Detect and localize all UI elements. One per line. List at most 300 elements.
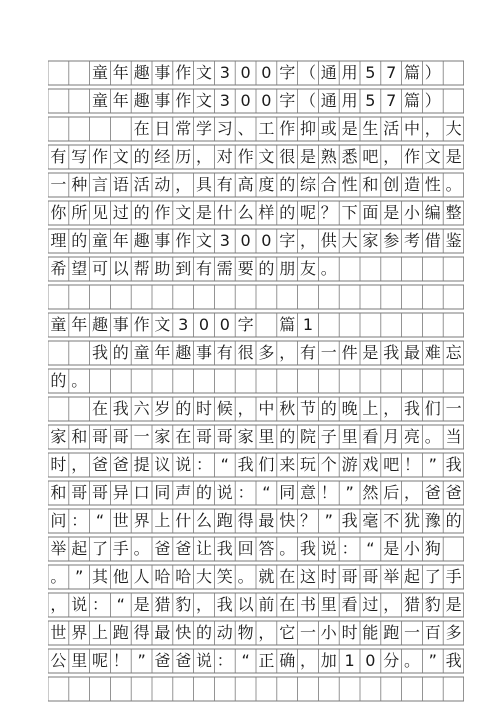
grid-character: 大 bbox=[341, 231, 358, 250]
grid-character: 得 bbox=[133, 623, 150, 642]
grid-character: ， bbox=[237, 399, 254, 418]
grid-character: ， bbox=[383, 399, 400, 418]
grid-character: 。 bbox=[237, 567, 254, 586]
grid-character: 我 bbox=[299, 539, 316, 558]
grid-character: 快 bbox=[279, 511, 296, 530]
grid-character: 用 bbox=[341, 91, 358, 110]
grid-character: 书 bbox=[299, 595, 316, 614]
grid-character: 一 bbox=[445, 399, 462, 418]
grid-character: 高 bbox=[237, 175, 254, 194]
grid-character: 通 bbox=[320, 91, 337, 110]
grid-character: 爸 bbox=[424, 483, 441, 502]
grid-character: 和 bbox=[362, 175, 379, 194]
grid-character: ， bbox=[195, 595, 212, 614]
grid-character: 。 bbox=[71, 371, 88, 390]
grid-character: 很 bbox=[237, 343, 254, 362]
grid-character: 多 bbox=[445, 623, 462, 642]
grid-character: 什 bbox=[175, 511, 192, 530]
grid-character: 们 bbox=[424, 399, 441, 418]
grid-character: 我 bbox=[216, 539, 233, 558]
grid-character: 秋 bbox=[279, 399, 296, 418]
grid-character: 7 bbox=[386, 63, 397, 82]
grid-character: 过 bbox=[112, 203, 129, 222]
grid-character: 是 bbox=[341, 119, 358, 138]
grid-character: 。 bbox=[50, 567, 67, 586]
grid-character: 中 bbox=[258, 399, 275, 418]
text-line bbox=[48, 537, 464, 561]
grid-character: 我 bbox=[237, 455, 254, 474]
grid-character: 历 bbox=[175, 147, 192, 166]
grid-character: 的 bbox=[133, 203, 150, 222]
grid-character: 一 bbox=[403, 623, 420, 642]
grid-character: 合 bbox=[320, 175, 337, 194]
grid-character: 在 bbox=[279, 567, 296, 586]
grid-character: 见 bbox=[91, 203, 108, 222]
grid-character: 呢 bbox=[91, 651, 108, 670]
grid-character: 上 bbox=[154, 511, 171, 530]
grid-character: ） bbox=[424, 63, 441, 82]
grid-character: 0 bbox=[198, 315, 210, 334]
grid-character: 参 bbox=[383, 231, 400, 250]
grid-character: 文 bbox=[424, 147, 441, 166]
grid-character: ， bbox=[299, 651, 316, 670]
grid-character: 对 bbox=[216, 147, 233, 166]
grid-character: 种 bbox=[71, 175, 88, 194]
text-line bbox=[48, 61, 464, 85]
grid-character: 六 bbox=[133, 399, 150, 418]
grid-character: 的 bbox=[71, 231, 88, 250]
grid-character: 候 bbox=[216, 399, 233, 418]
grid-character: 意 bbox=[299, 483, 316, 502]
grid-character: 作 bbox=[91, 147, 108, 166]
grid-character: 豹 bbox=[424, 595, 441, 614]
grid-character: 猎 bbox=[403, 595, 420, 614]
grid-character: 大 bbox=[445, 119, 462, 138]
grid-character: ！ bbox=[320, 483, 337, 502]
grid-character: ” bbox=[428, 455, 437, 474]
grid-character: 么 bbox=[237, 203, 254, 222]
grid-character: 0 bbox=[261, 231, 272, 250]
grid-character: “ bbox=[220, 455, 229, 474]
grid-character: ， bbox=[403, 483, 420, 502]
grid-character: 学 bbox=[195, 119, 212, 138]
grid-character: ， bbox=[383, 595, 400, 614]
grid-character: 熟 bbox=[320, 147, 337, 166]
grid-character bbox=[256, 313, 277, 337]
grid-character: 玩 bbox=[299, 455, 316, 474]
grid-character: 我 bbox=[216, 595, 233, 614]
grid-character: 经 bbox=[154, 147, 171, 166]
grid-character: 回 bbox=[237, 539, 254, 558]
grid-character: 创 bbox=[383, 175, 400, 194]
grid-character: 看 bbox=[362, 427, 379, 446]
grid-character: 篇 bbox=[403, 91, 420, 110]
grid-character: 文 bbox=[195, 91, 212, 110]
grid-character: ， bbox=[175, 175, 192, 194]
grid-character: 狗 bbox=[424, 539, 441, 558]
grid-character: 考 bbox=[403, 231, 420, 250]
grid-character: 当 bbox=[445, 427, 462, 446]
grid-character: 举 bbox=[383, 567, 400, 586]
grid-character: 童 bbox=[50, 315, 67, 334]
grid-character: 字 bbox=[279, 231, 296, 250]
grid-character: 正 bbox=[258, 651, 275, 670]
grid-character: ？ bbox=[320, 203, 337, 222]
grid-character: ” bbox=[137, 651, 146, 670]
grid-character: 动 bbox=[154, 175, 171, 194]
grid-character: 文 bbox=[154, 315, 171, 334]
grid-character: 难 bbox=[424, 343, 441, 362]
grid-character: 是 bbox=[362, 343, 379, 362]
grid-character: 哥 bbox=[216, 427, 233, 446]
text-layer bbox=[48, 55, 464, 705]
grid-character: 界 bbox=[71, 623, 88, 642]
grid-character: 公 bbox=[50, 651, 67, 670]
grid-character: ） bbox=[424, 91, 441, 110]
grid-character: 起 bbox=[71, 539, 88, 558]
grid-character: 答 bbox=[258, 539, 275, 558]
grid-character: 有 bbox=[216, 175, 233, 194]
grid-character: 0 bbox=[240, 63, 251, 82]
grid-character: 是 bbox=[133, 595, 150, 614]
grid-character: 。 bbox=[133, 539, 150, 558]
grid-character: 得 bbox=[237, 511, 254, 530]
grid-character: 以 bbox=[237, 595, 254, 614]
grid-character: ， bbox=[424, 119, 441, 138]
grid-character: 文 bbox=[195, 231, 212, 250]
text-line bbox=[48, 509, 464, 533]
grid-character: 的 bbox=[279, 175, 296, 194]
text-line bbox=[48, 201, 464, 225]
grid-character: 文 bbox=[112, 147, 129, 166]
grid-character: ： bbox=[71, 511, 88, 530]
grid-character: 、 bbox=[237, 119, 254, 138]
text-line bbox=[48, 145, 464, 169]
grid-character: 的 bbox=[112, 343, 129, 362]
text-line bbox=[48, 257, 464, 281]
grid-character: 爸 bbox=[112, 455, 129, 474]
grid-character: 哥 bbox=[71, 483, 88, 502]
text-line bbox=[48, 453, 464, 477]
grid-character: 鉴 bbox=[445, 231, 462, 250]
grid-character: 上 bbox=[91, 623, 108, 642]
grid-character: 事 bbox=[154, 231, 171, 250]
grid-character: 多 bbox=[258, 343, 275, 362]
text-line bbox=[48, 229, 464, 253]
grid-character: 供 bbox=[320, 231, 337, 250]
grid-character: 具 bbox=[195, 175, 212, 194]
grid-character: 很 bbox=[279, 147, 296, 166]
grid-character: 篇 bbox=[403, 63, 420, 82]
grid-character: 是 bbox=[195, 203, 212, 222]
grid-character: 物 bbox=[237, 623, 254, 642]
grid-character: 个 bbox=[320, 455, 337, 474]
grid-character: “ bbox=[95, 511, 105, 530]
grid-character: 前 bbox=[258, 595, 275, 614]
grid-character: 爸 bbox=[175, 651, 192, 670]
grid-character: 里 bbox=[320, 595, 337, 614]
grid-character: 他 bbox=[112, 567, 129, 586]
grid-character: 爸 bbox=[91, 455, 108, 474]
grid-character: ： bbox=[341, 539, 358, 558]
grid-character: ？ bbox=[299, 511, 316, 530]
grid-character: ” bbox=[75, 567, 84, 586]
grid-character: 3 bbox=[219, 91, 230, 110]
grid-character: 趣 bbox=[133, 91, 150, 110]
grid-character: 篇 bbox=[279, 315, 296, 334]
grid-character: 快 bbox=[175, 623, 192, 642]
grid-character: 和 bbox=[50, 483, 67, 502]
grid-character: ： bbox=[91, 595, 108, 614]
grid-character: 爸 bbox=[175, 539, 192, 558]
grid-character: 童 bbox=[91, 91, 108, 110]
grid-character: 字 bbox=[237, 315, 254, 334]
grid-character: 人 bbox=[133, 567, 150, 586]
grid-character: ！ bbox=[112, 651, 129, 670]
grid-character: 作 bbox=[154, 203, 171, 222]
grid-character: “ bbox=[366, 539, 375, 558]
grid-character: 里 bbox=[258, 427, 275, 446]
grid-character: 性 bbox=[424, 175, 441, 194]
grid-character: 工 bbox=[258, 119, 275, 138]
grid-character: 岁 bbox=[154, 399, 171, 418]
grid-character: 的 bbox=[195, 623, 212, 642]
grid-character: 亮 bbox=[403, 427, 420, 446]
grid-character: 。 bbox=[445, 175, 462, 194]
grid-character: 最 bbox=[154, 623, 171, 642]
grid-character: 提 bbox=[133, 455, 150, 474]
grid-character: 抑 bbox=[299, 119, 316, 138]
grid-character: ： bbox=[195, 455, 212, 474]
grid-character: 作 bbox=[175, 91, 192, 110]
grid-character: 了 bbox=[91, 539, 108, 558]
grid-character: 作 bbox=[175, 231, 192, 250]
grid-character: ： bbox=[216, 651, 233, 670]
grid-character: 在 bbox=[279, 595, 296, 614]
text-line bbox=[48, 593, 464, 617]
grid-character: 望 bbox=[71, 259, 88, 278]
grid-character: ， bbox=[258, 623, 275, 642]
grid-character: 度 bbox=[258, 175, 275, 194]
grid-character: 举 bbox=[50, 539, 67, 558]
grid-character: 口 bbox=[133, 483, 150, 502]
grid-character: 其 bbox=[91, 567, 108, 586]
grid-character: 样 bbox=[258, 203, 275, 222]
grid-character: 的 bbox=[50, 371, 67, 390]
grid-character: 子 bbox=[320, 427, 337, 446]
grid-character: 帮 bbox=[133, 259, 150, 278]
grid-character: 友 bbox=[299, 259, 316, 278]
grid-character: 活 bbox=[133, 175, 150, 194]
grid-character: 1 bbox=[344, 651, 355, 670]
grid-character: 哥 bbox=[341, 567, 358, 586]
text-line bbox=[48, 425, 464, 449]
grid-character: 百 bbox=[424, 623, 441, 642]
grid-character: 需 bbox=[216, 259, 233, 278]
grid-character: 声 bbox=[175, 483, 192, 502]
grid-character: 文 bbox=[195, 63, 212, 82]
grid-character: 和 bbox=[71, 427, 88, 446]
grid-character: 加 bbox=[320, 651, 337, 670]
grid-character: 上 bbox=[362, 399, 379, 418]
grid-character: 说 bbox=[216, 483, 233, 502]
grid-character: “ bbox=[262, 483, 271, 502]
grid-character: 用 bbox=[341, 63, 358, 82]
grid-character: 毫 bbox=[362, 511, 379, 530]
grid-character: 在 bbox=[91, 399, 108, 418]
grid-character: 问 bbox=[50, 511, 67, 530]
grid-character: （ bbox=[299, 63, 316, 82]
grid-character: 通 bbox=[320, 63, 337, 82]
grid-character: 异 bbox=[112, 483, 129, 502]
grid-character: 分 bbox=[383, 651, 400, 670]
grid-character: 3 bbox=[219, 63, 230, 82]
grid-character: 戏 bbox=[362, 455, 379, 474]
grid-character: 一 bbox=[133, 427, 150, 446]
grid-character: 事 bbox=[154, 91, 171, 110]
grid-character: 的 bbox=[445, 511, 462, 530]
grid-character: 字 bbox=[279, 63, 296, 82]
grid-character: 趣 bbox=[91, 315, 108, 334]
grid-character: 是 bbox=[383, 539, 400, 558]
grid-character: 下 bbox=[341, 203, 358, 222]
grid-character: 最 bbox=[258, 511, 275, 530]
grid-character: 年 bbox=[154, 343, 171, 362]
grid-character: 看 bbox=[341, 595, 358, 614]
grid-character: 童 bbox=[91, 231, 108, 250]
grid-character: 所 bbox=[71, 203, 88, 222]
grid-character: 家 bbox=[237, 427, 254, 446]
grid-character: 5 bbox=[365, 63, 376, 82]
grid-character: 手 bbox=[445, 567, 462, 586]
grid-character: 家 bbox=[154, 427, 171, 446]
text-line bbox=[48, 341, 464, 365]
grid-character: 的 bbox=[195, 483, 212, 502]
grid-character: 综 bbox=[299, 175, 316, 194]
grid-character: 事 bbox=[112, 315, 129, 334]
grid-character: 小 bbox=[320, 623, 337, 642]
grid-character: 哥 bbox=[112, 427, 129, 446]
grid-character: 家 bbox=[362, 231, 379, 250]
grid-character: 趣 bbox=[133, 63, 150, 82]
grid-character: ， bbox=[50, 595, 67, 614]
grid-character: 文 bbox=[175, 203, 192, 222]
grid-character: 里 bbox=[341, 427, 358, 446]
grid-character: 猎 bbox=[154, 595, 171, 614]
grid-character: 哈 bbox=[175, 567, 192, 586]
grid-character: 7 bbox=[386, 91, 397, 110]
grid-character: 或 bbox=[320, 119, 337, 138]
grid-character: 我 bbox=[341, 511, 358, 530]
grid-character: 在 bbox=[133, 119, 150, 138]
grid-character: 说 bbox=[320, 539, 337, 558]
text-line bbox=[48, 89, 464, 113]
grid-character: 趣 bbox=[133, 231, 150, 250]
grid-character: 时 bbox=[341, 623, 358, 642]
grid-character: 作 bbox=[133, 315, 150, 334]
grid-character: “ bbox=[241, 651, 250, 670]
grid-character: 豫 bbox=[424, 511, 441, 530]
grid-character: 年 bbox=[71, 315, 88, 334]
grid-character: 希 bbox=[50, 259, 67, 278]
text-line bbox=[48, 369, 464, 393]
grid-character: 事 bbox=[195, 343, 212, 362]
grid-character: 常 bbox=[175, 119, 192, 138]
grid-character: 0 bbox=[365, 651, 376, 670]
grid-character: 手 bbox=[112, 539, 129, 558]
grid-character: ， bbox=[383, 147, 400, 166]
grid-character: 理 bbox=[50, 231, 67, 250]
grid-character: 大 bbox=[195, 567, 212, 586]
grid-character: 游 bbox=[341, 455, 358, 474]
text-line bbox=[48, 313, 464, 337]
grid-character: 节 bbox=[299, 399, 316, 418]
grid-character: 说 bbox=[195, 651, 212, 670]
grid-character: 悉 bbox=[341, 147, 358, 166]
grid-character: ， bbox=[71, 455, 88, 474]
grid-character: 跑 bbox=[112, 623, 129, 642]
grid-character: 朋 bbox=[279, 259, 296, 278]
text-line bbox=[48, 173, 464, 197]
grid-character: 爸 bbox=[154, 651, 171, 670]
grid-character: 作 bbox=[237, 147, 254, 166]
grid-character: 性 bbox=[341, 175, 358, 194]
grid-character: 0 bbox=[261, 63, 272, 82]
grid-character: 到 bbox=[175, 259, 192, 278]
text-line bbox=[48, 621, 464, 645]
grid-character: 日 bbox=[154, 119, 171, 138]
grid-character: 世 bbox=[50, 623, 67, 642]
grid-character: 字 bbox=[279, 91, 296, 110]
grid-character: 我 bbox=[445, 455, 462, 474]
grid-character: 在 bbox=[175, 427, 192, 446]
grid-character: 们 bbox=[258, 455, 275, 474]
grid-character: 我 bbox=[383, 343, 400, 362]
grid-character: 语 bbox=[112, 175, 129, 194]
grid-character: 是 bbox=[445, 147, 462, 166]
grid-character: 5 bbox=[365, 91, 376, 110]
grid-character: 时 bbox=[195, 399, 212, 418]
grid-character: 说 bbox=[71, 595, 88, 614]
grid-character: 哥 bbox=[195, 427, 212, 446]
grid-character: 忘 bbox=[445, 343, 462, 362]
grid-character: 。 bbox=[403, 651, 420, 670]
text-line bbox=[48, 117, 464, 141]
grid-character: 让 bbox=[195, 539, 212, 558]
grid-character: 说 bbox=[175, 455, 192, 474]
grid-character: 不 bbox=[383, 511, 400, 530]
grid-character: 的 bbox=[279, 427, 296, 446]
grid-character: 的 bbox=[133, 147, 150, 166]
grid-character: ” bbox=[324, 511, 333, 530]
grid-character: 事 bbox=[154, 63, 171, 82]
grid-character: 。 bbox=[424, 427, 441, 446]
grid-character: 借 bbox=[424, 231, 441, 250]
grid-character: ” bbox=[428, 651, 437, 670]
grid-character: 同 bbox=[279, 483, 296, 502]
grid-character: 助 bbox=[154, 259, 171, 278]
text-line bbox=[48, 649, 464, 673]
grid-character: 中 bbox=[403, 119, 420, 138]
grid-character: 来 bbox=[279, 455, 296, 474]
grid-character: 生 bbox=[362, 119, 379, 138]
grid-character: 月 bbox=[383, 427, 400, 446]
grid-character: 时 bbox=[50, 455, 67, 474]
grid-character: 作 bbox=[175, 63, 192, 82]
text-line bbox=[48, 565, 464, 589]
grid-character: 然 bbox=[362, 483, 379, 502]
grid-character: 件 bbox=[341, 343, 358, 362]
